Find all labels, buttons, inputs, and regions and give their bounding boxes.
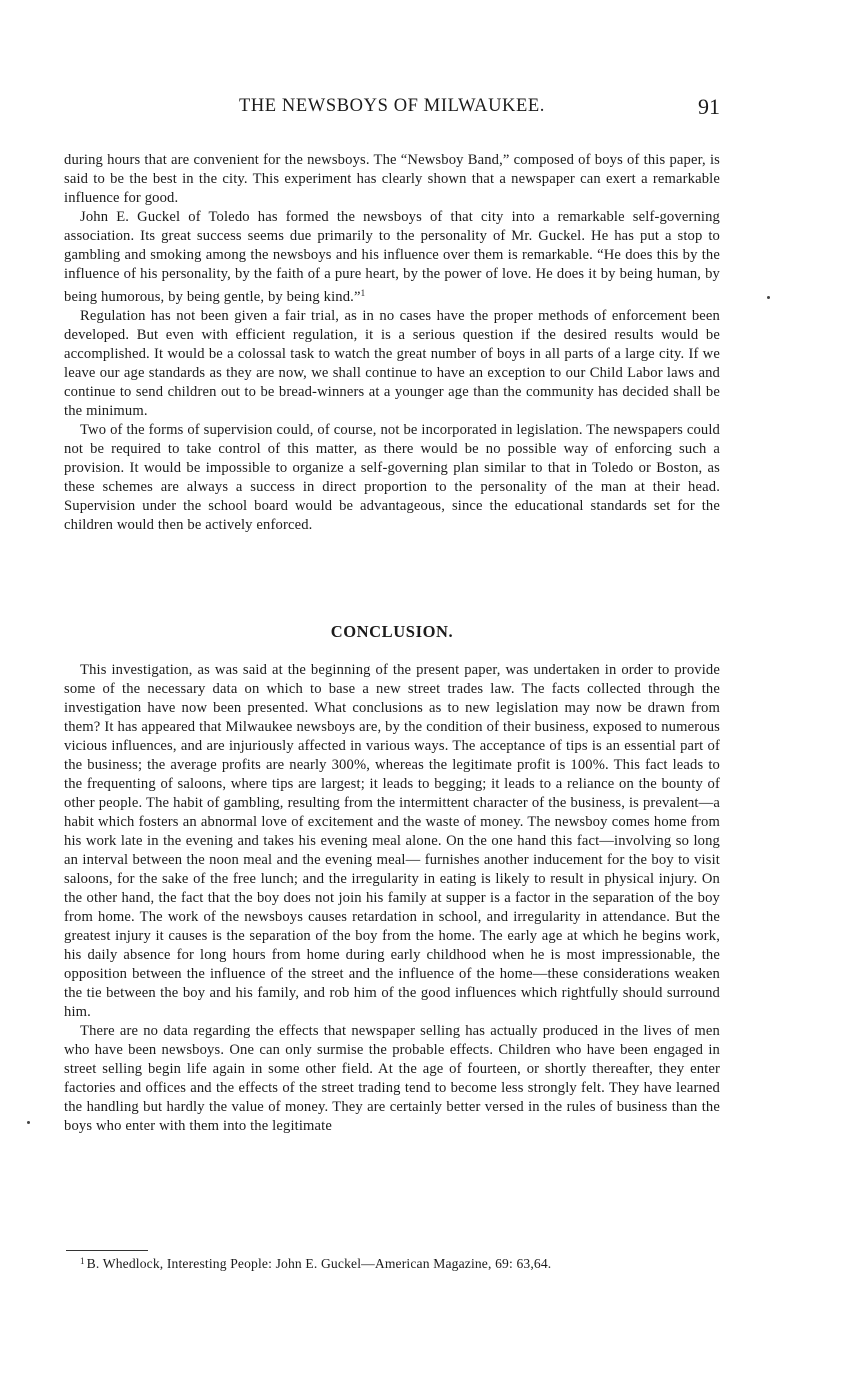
paragraph: during hours that are convenient for the newsboys. The “Newsboy Band,” composed of boys of this paper, is said to be the best in the city. This experiment has clearly shown that a newspaper can exert a remarkable influence for good. — [64, 152, 720, 206]
page-header — [64, 94, 720, 124]
footnote — [80, 1256, 720, 1272]
top-text-block — [64, 151, 720, 535]
footnote-reference: 1 — [360, 288, 366, 298]
paragraph: Regulation has not been given a fair trial, as in no cases have the proper methods of enforcement been developed. But even with efficient regulation, it is a serious question if the desired results would be accomplished. It would be a colossal task to watch the great number of boys in all parts of a large city. If we leave our age standards as they are now, we shall continue to have an exception to our Child Labor laws and continue to send children out to be bread-winners at a younger age than the community has decided shall be the minimum. — [64, 308, 720, 419]
page-number: 91 — [698, 94, 720, 119]
running-title: THE NEWSBOYS OF MILWAUKEE. — [238, 96, 546, 116]
paragraph-text: John E. Guckel of Toledo has formed the newsboys of that city into a remarkable self-governing association. Its great success seems due primarily to the personality of Mr. Guckel. He has put a stop to gambling and smoking among the newsboys and his influence over them is remarkable. “He does this by the influence of his personality, by the faith of a pure heart, by the power of love. He does it by being human, by being humorous, by being gentle, by being kind.” — [64, 209, 720, 305]
paragraph: There are no data regarding the effects that newspaper selling has actually produced in the lives of men who have been newsboys. One can only surmise the probable effects. Children who have been engaged in street selling begin life again in some other field. At the age of fourteen, or shortly thereafter, they enter factories and offices and the effects of the street trading tend to become less strongly felt. They have learned the handling but hardly the value of money. They are certainly better versed in the rules of business than the boys who enter with them into the legitimate — [64, 1023, 720, 1134]
paragraph — [64, 208, 720, 307]
print-speck — [767, 296, 770, 299]
paragraph: This investigation, as was said at the beginning of the present paper, was undertaken in order to provide some of the necessary data on which to base a new street trades law. The facts collected through the investigation have now been presented. What conclusions as to new legislation may now be drawn from them? It has appeared that Milwaukee newsboys are, by the condition of their business, exposed to numerous vicious influences, and are injuriously affected in various ways. The acceptance of tips is an essential part of the business; the average profits are nearly 300%, whereas the legitimate profit is 100%. This fact leads to the frequenting of saloons, where tips are largest; it leads to begging; it leads to a reliance on the bounty of other people. The habit of gambling, resulting from the intermittent character of the business, is prevalent—a habit which fosters an abnormal love of excitement and the waste of money. The newsboy comes home from his work late in the evening and takes his evening meal alone. On the one hand this fact—involving so long an interval between the noon meal and the evening meal— furnishes another inducement for the boy to visit saloons, for the sake of the free lunch; and the irregularity in eating is likely to result in physical injury. On the other hand, the fact that the boy does not join his family at supper is a factor in the separation of the boy from home. The work of the newsboys causes retardation in school, and irregularity in attendance. But the greatest injury it causes is the separation of the boy from the home. The early age at which he begins work, his daily absence for long hours from home during early childhood when he is most impressionable, the opposition between the influence of the street and the influence of the home—these considerations weaken the tie between the boy and his family, and rob him of the good influences which rightfully should surround him. — [64, 662, 720, 1020]
footnote-text: B. Whedlock, Interesting People: John E. Guckel—American Magazine, 69: 63,64. — [86, 1256, 552, 1271]
conclusion-text-block — [64, 661, 720, 1136]
print-speck — [27, 1121, 30, 1124]
section-heading: CONCLUSION. — [330, 622, 454, 641]
footnote-marker: 1 — [80, 1256, 85, 1266]
paragraph: Two of the forms of supervision could, of course, not be incorporated in legislation. The newspapers could not be required to take control of this matter, as there would be no possible way of enforcing such a provision. It would be impossible to organize a self-governing plan similar to that in Toledo or Boston, as these schemes are always a success in direct proportion to the personality of the man at their head. Supervision under the school board would be advantageous, since the educational standards set for the children would then be actively enforced. — [64, 422, 720, 533]
footnote-divider — [66, 1250, 148, 1251]
